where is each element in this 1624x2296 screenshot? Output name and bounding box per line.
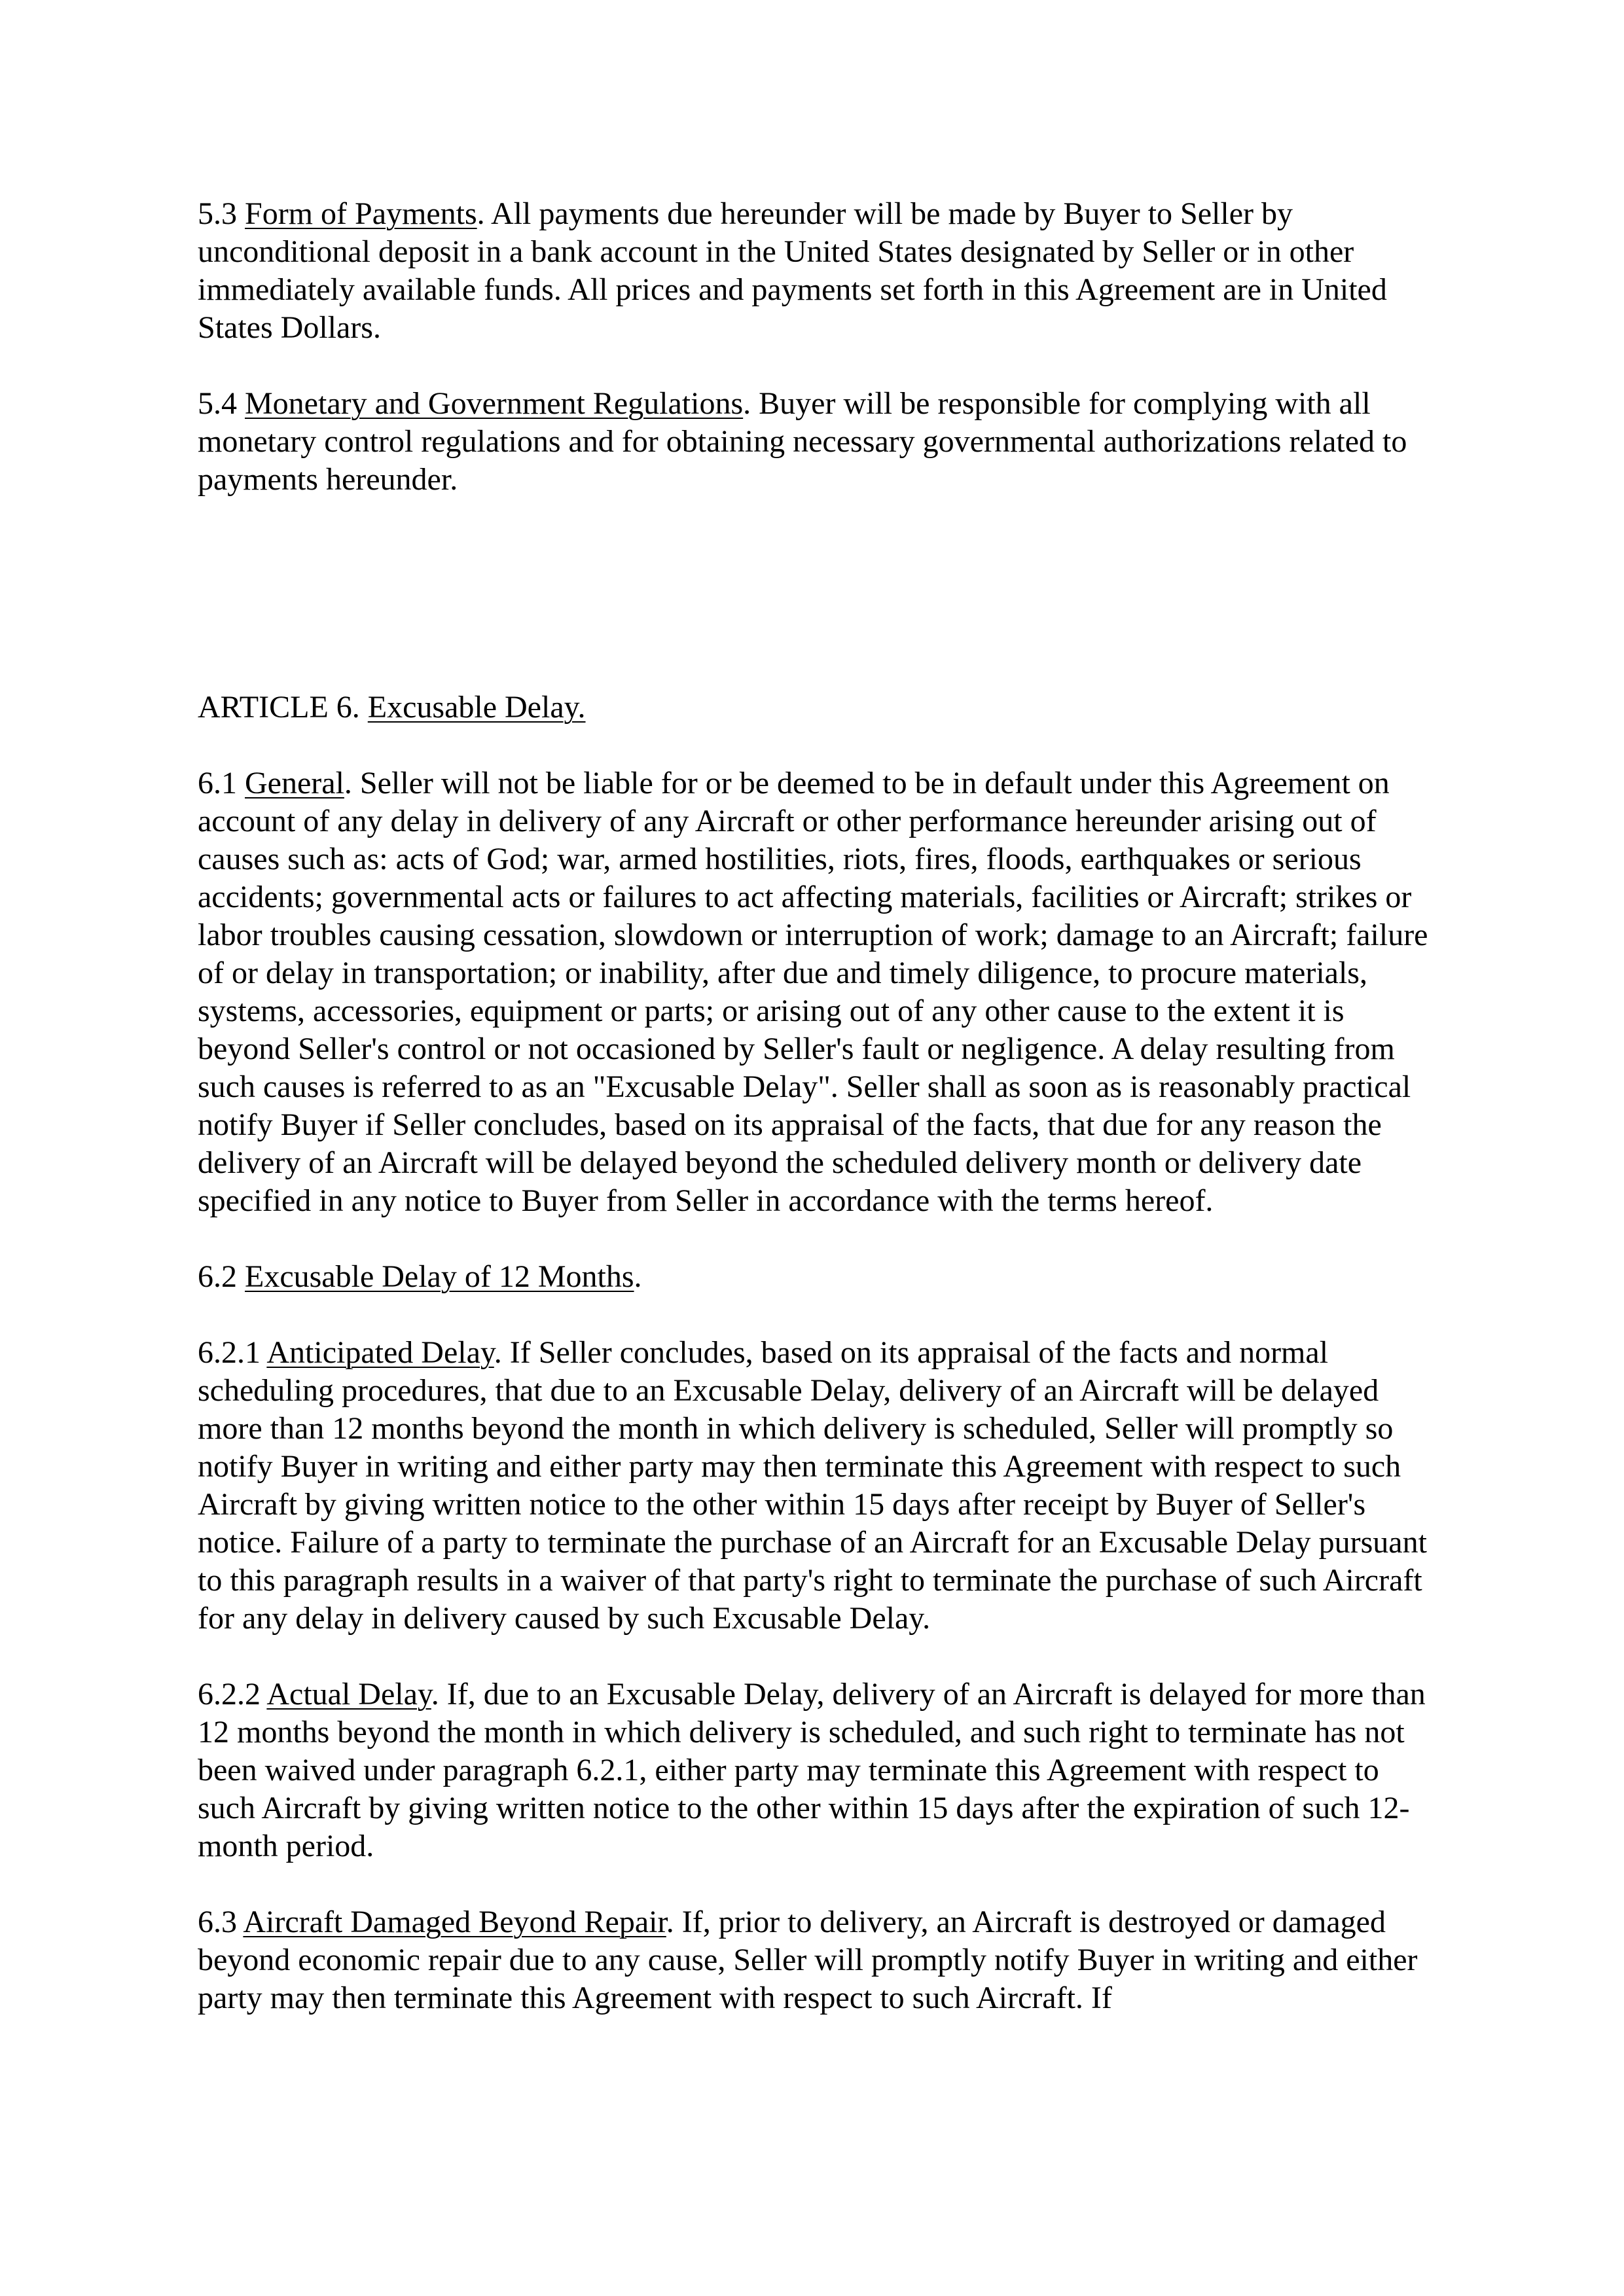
section-text: . If, prior to delivery, an Aircraft is destroyed or damaged beyond economic repair due to any cause, Seller will promptly notify Buyer in writing and either party may then terminate this Agreement with respect to such Aircraft. If [198,1905,1418,2015]
section-6-2 [198,1258,1441,1296]
section-5-3 [198,195,1441,347]
section-text: . Buyer will be responsible for complying with all monetary control regulations and for obtaining necessary governmental authorizations related to payments hereunder. [198,386,1407,497]
section-text: . [634,1259,642,1294]
section-heading: Actual Delay [266,1677,431,1712]
section-5-4 [198,385,1441,499]
section-6-1 [198,764,1441,1220]
section-heading: Anticipated Delay [266,1335,494,1370]
section-heading: Monetary and Government Regulations [245,386,744,421]
section-heading: Excusable Delay of 12 Months [245,1259,634,1294]
article-6-heading [198,689,1441,726]
section-text: . If Seller concludes, based on its appraisal of the facts and normal scheduling procedures, that due to an Excusable Delay, delivery of an Aircraft will be delayed more than 12 months beyond the month in which delivery is scheduled, Seller will promptly so notify Buyer in writing and either party may then terminate this Agreement with respect to such Aircraft by giving written notice to the other within 15 days after receipt by Buyer of Seller's notice. Failure of a party to terminate the purchase of an Aircraft for an Excusable Delay pursuant to this paragraph results in a waiver of that party's right to terminate the purchase of such Aircraft for any delay in delivery caused by such Excusable Delay. [198,1335,1427,1636]
section-6-3 [198,1903,1441,2017]
section-number: 6.2 [198,1259,237,1294]
article-label: ARTICLE 6. [198,690,360,725]
section-text: . Seller will not be liable for or be deemed to be in default under this Agreement on account of any delay in delivery of any Aircraft or other performance hereunder arising out of causes such as: acts of God; war, armed hostilities, riots, fires, floods, earthquakes or serious accidents; governmental acts or failures to act affecting materials, facilities or Aircraft; strikes or labor troubles causing cessation, slowdown or interruption of work; damage to an Aircraft; failure of or delay in transportation; or inability, after due and timely diligence, to procure materials, systems, accessories, equipment or parts; or arising out of any other cause to the extent it is beyond Seller's control or not occasioned by Seller's fault or negligence. A delay resulting from such causes is referred to as an "Excusable Delay". Seller shall as soon as is reasonably practical notify Buyer if Seller concludes, based on its appraisal of the facts, that due for any reason the delivery of an Aircraft will be delayed beyond the scheduled delivery month or delivery date specified in any notice to Buyer from Seller in accordance with the terms hereof. [198,766,1428,1218]
section-text: . If, due to an Excusable Delay, delivery of an Aircraft is delayed for more than 12 months beyond the month in which delivery is scheduled, and such right to terminate has not been waived under paragraph 6.2.1, either party may terminate this Agreement with respect to such Aircraft by giving written notice to the other within 15 days after the expiration of such 12-month period. [198,1677,1426,1863]
section-6-2-2 [198,1676,1441,1865]
section-number: 6.3 [198,1905,237,1939]
section-number: 5.4 [198,386,237,421]
section-heading: Form of Payments [245,196,477,231]
section-number: 6.2.1 [198,1335,261,1370]
section-6-2-1 [198,1334,1441,1638]
section-number: 6.1 [198,766,237,800]
article-title: Excusable Delay. [367,690,586,725]
section-heading: General [245,766,344,800]
section-text: . All payments due hereunder will be made by Buyer to Seller by unconditional deposit in a bank account in the United States designated by Seller or in other immediately available funds. All prices and payments set forth in this Agreement are in United States Dollars. [198,196,1387,345]
document-body [198,195,1441,2017]
section-number: 5.3 [198,196,237,231]
section-heading: Aircraft Damaged Beyond Repair [243,1905,666,1939]
section-number: 6.2.2 [198,1677,261,1712]
